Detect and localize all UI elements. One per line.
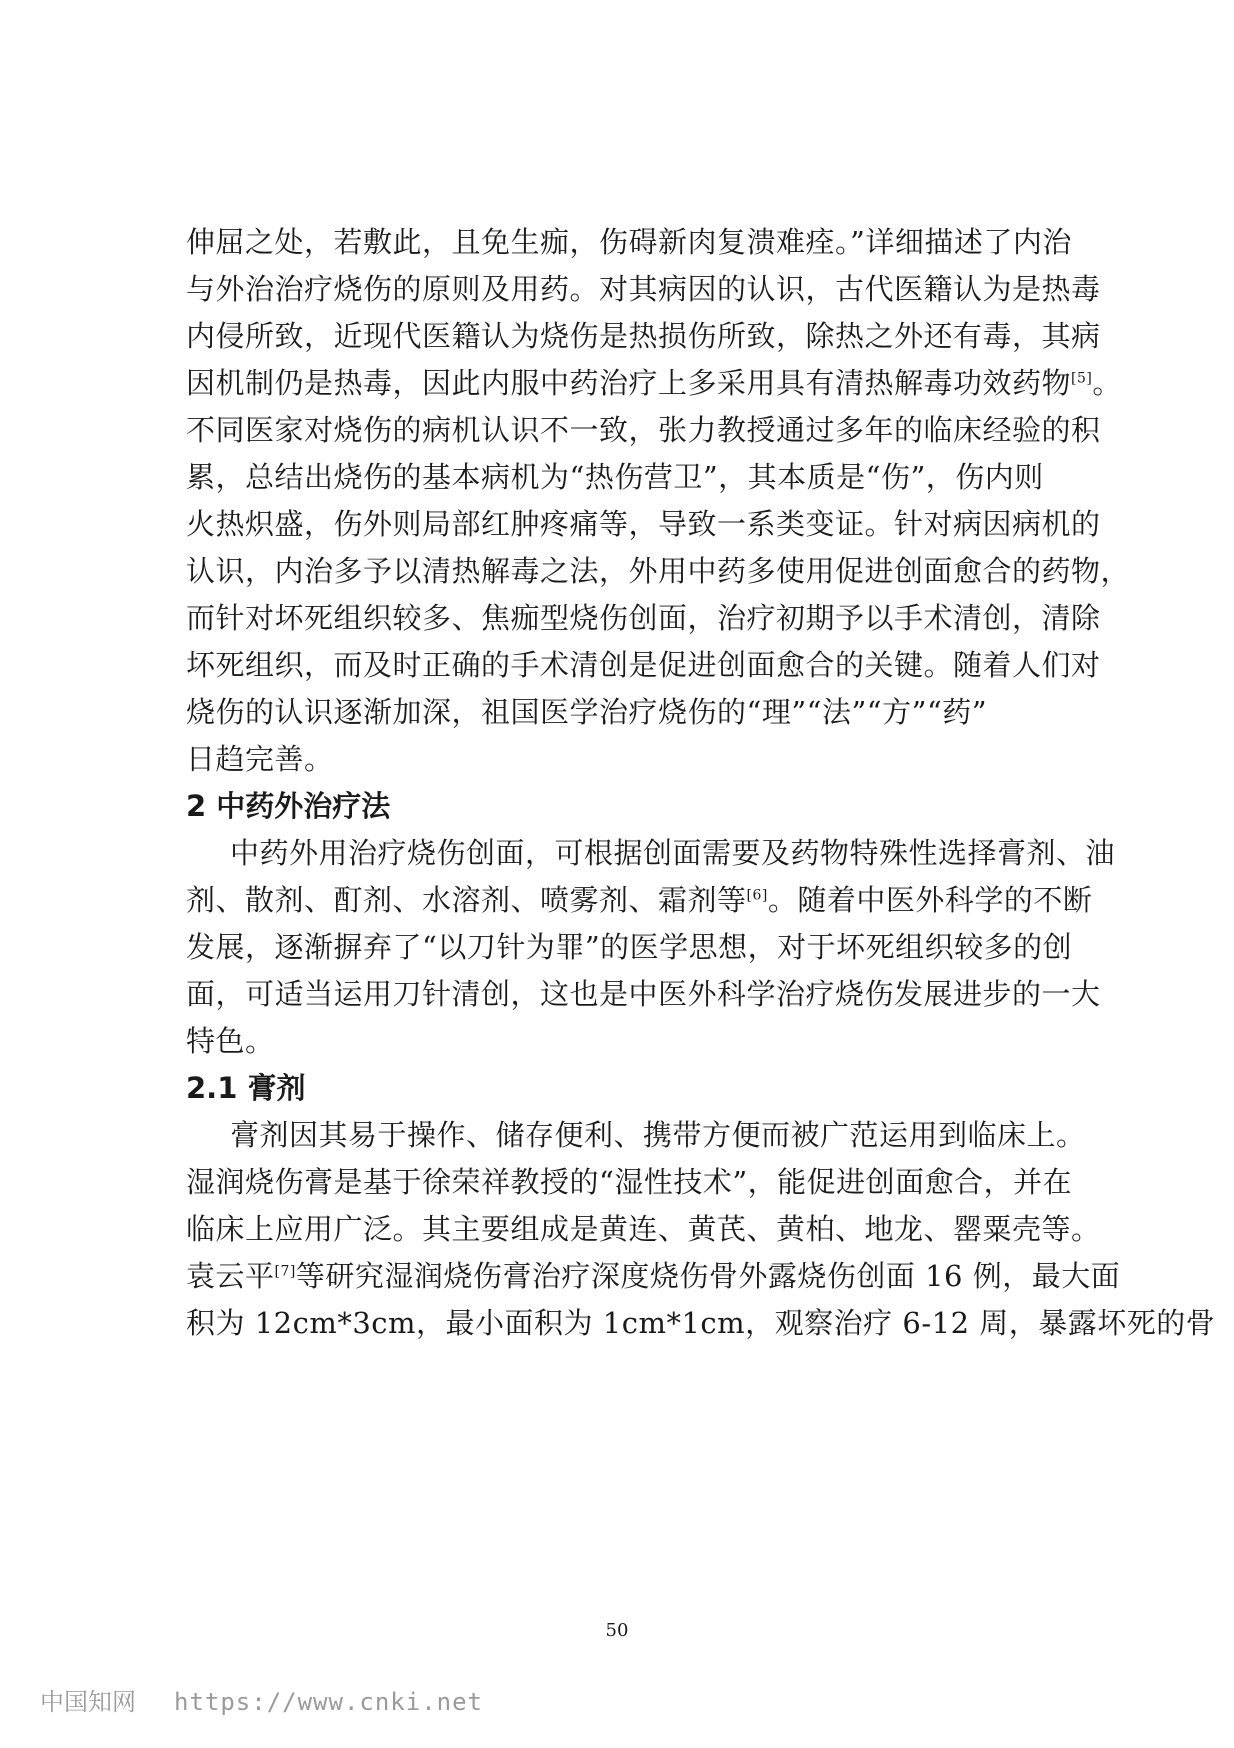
- page-number: 50: [605, 1620, 629, 1641]
- body-text-line: 坏死组织，而及时正确的手术清创是促进创面愈合的关键。随着人们对: [186, 648, 1101, 682]
- body-text-line: 与外治治疗烧伤的原则及用药。对其病因的认识，古代医籍认为是热毒: [186, 272, 1101, 306]
- body-text-line: 累，总结出烧伤的基本病机为“热伤营卫”，其本质是“伤”，伤内则: [186, 460, 1044, 494]
- body-text-line: 而针对坏死组织较多、焦痂型烧伤创面，治疗初期予以手术清创，清除: [186, 601, 1101, 635]
- body-text: 。: [1092, 366, 1122, 400]
- body-text-line: 认识，内治多予以清热解毒之法，外用中药多使用促进创面愈合的药物，: [186, 554, 1131, 588]
- body-text: 袁云平: [186, 1259, 275, 1293]
- body-text: 。随着中医外科学的不断: [767, 883, 1093, 917]
- body-text-line: 临床上应用广泛。其主要组成是黄连、黄芪、黄柏、地龙、罂粟壳等。: [186, 1212, 1101, 1246]
- body-text-line: 特色。: [186, 1024, 275, 1058]
- body-text-line: 不同医家对烧伤的病机认识不一致，张力教授通过多年的临床经验的积: [186, 413, 1101, 447]
- body-text-line: [186, 880, 1096, 920]
- body-text-line: [186, 363, 1122, 403]
- citation-ref: [6]: [746, 887, 768, 904]
- body-text-line: [186, 1256, 1121, 1296]
- body-text: 因机制仍是热毒，因此内服中药治疗上多采用具有清热解毒功效药物: [186, 366, 1072, 400]
- body-text: 等研究湿润烧伤膏治疗深度烧伤骨外露烧伤创面 16 例，最大面: [295, 1259, 1121, 1293]
- body-text-line: 伸屈之处，若敷此，且免生痂，伤碍新肉复溃难痊。”详细描述了内治: [186, 225, 1072, 259]
- body-text-line: 湿润烧伤膏是基于徐荣祥教授的“湿性技术”，能促进创面愈合，并在: [186, 1165, 1073, 1199]
- body-text: 剂、散剂、酊剂、水溶剂、喷雾剂、霜剂等: [186, 883, 747, 917]
- body-text-line: 积为 12cm*3cm，最小面积为 1cm*1cm，观察治疗 6-12 周，暴露坏死的骨: [186, 1306, 1216, 1340]
- citation-ref: [5]: [1071, 370, 1093, 387]
- body-text-line: 中药外用治疗烧伤创面，可根据创面需要及药物特殊性选择膏剂、油: [230, 836, 1116, 870]
- body-text-line: 面，可适当运用刀针清创，这也是中医外科学治疗烧伤发展进步的一大: [186, 977, 1101, 1011]
- body-text-line: 日趋完善。: [186, 742, 334, 776]
- body-text-line: 膏剂因其易于操作、储存便利、携带方便而被广范运用到临床上。: [230, 1118, 1086, 1152]
- subsection-heading: 2.1 膏剂: [186, 1071, 306, 1105]
- body-text-line: 火热炽盛，伤外则局部红肿疼痛等，导致一系类变证。针对病因病机的: [186, 507, 1101, 541]
- section-heading: 2 中药外治疗法: [186, 789, 391, 823]
- citation-ref: [7]: [274, 1263, 296, 1280]
- watermark-url[interactable]: https://www.cnki.net: [174, 1688, 483, 1716]
- body-text-line: 内侵所致，近现代医籍认为烧伤是热损伤所致，除热之外还有毒，其病: [186, 319, 1101, 353]
- body-text-line: 烧伤的认识逐渐加深，祖国医学治疗烧伤的“理”“法”“方”“药”: [186, 695, 988, 729]
- cnki-watermark: [40, 1682, 483, 1717]
- body-text-line: 发展，逐渐摒弃了“以刀针为罪”的医学思想，对于坏死组织较多的创: [186, 930, 1073, 964]
- watermark-brand: 中国知网: [40, 1688, 136, 1716]
